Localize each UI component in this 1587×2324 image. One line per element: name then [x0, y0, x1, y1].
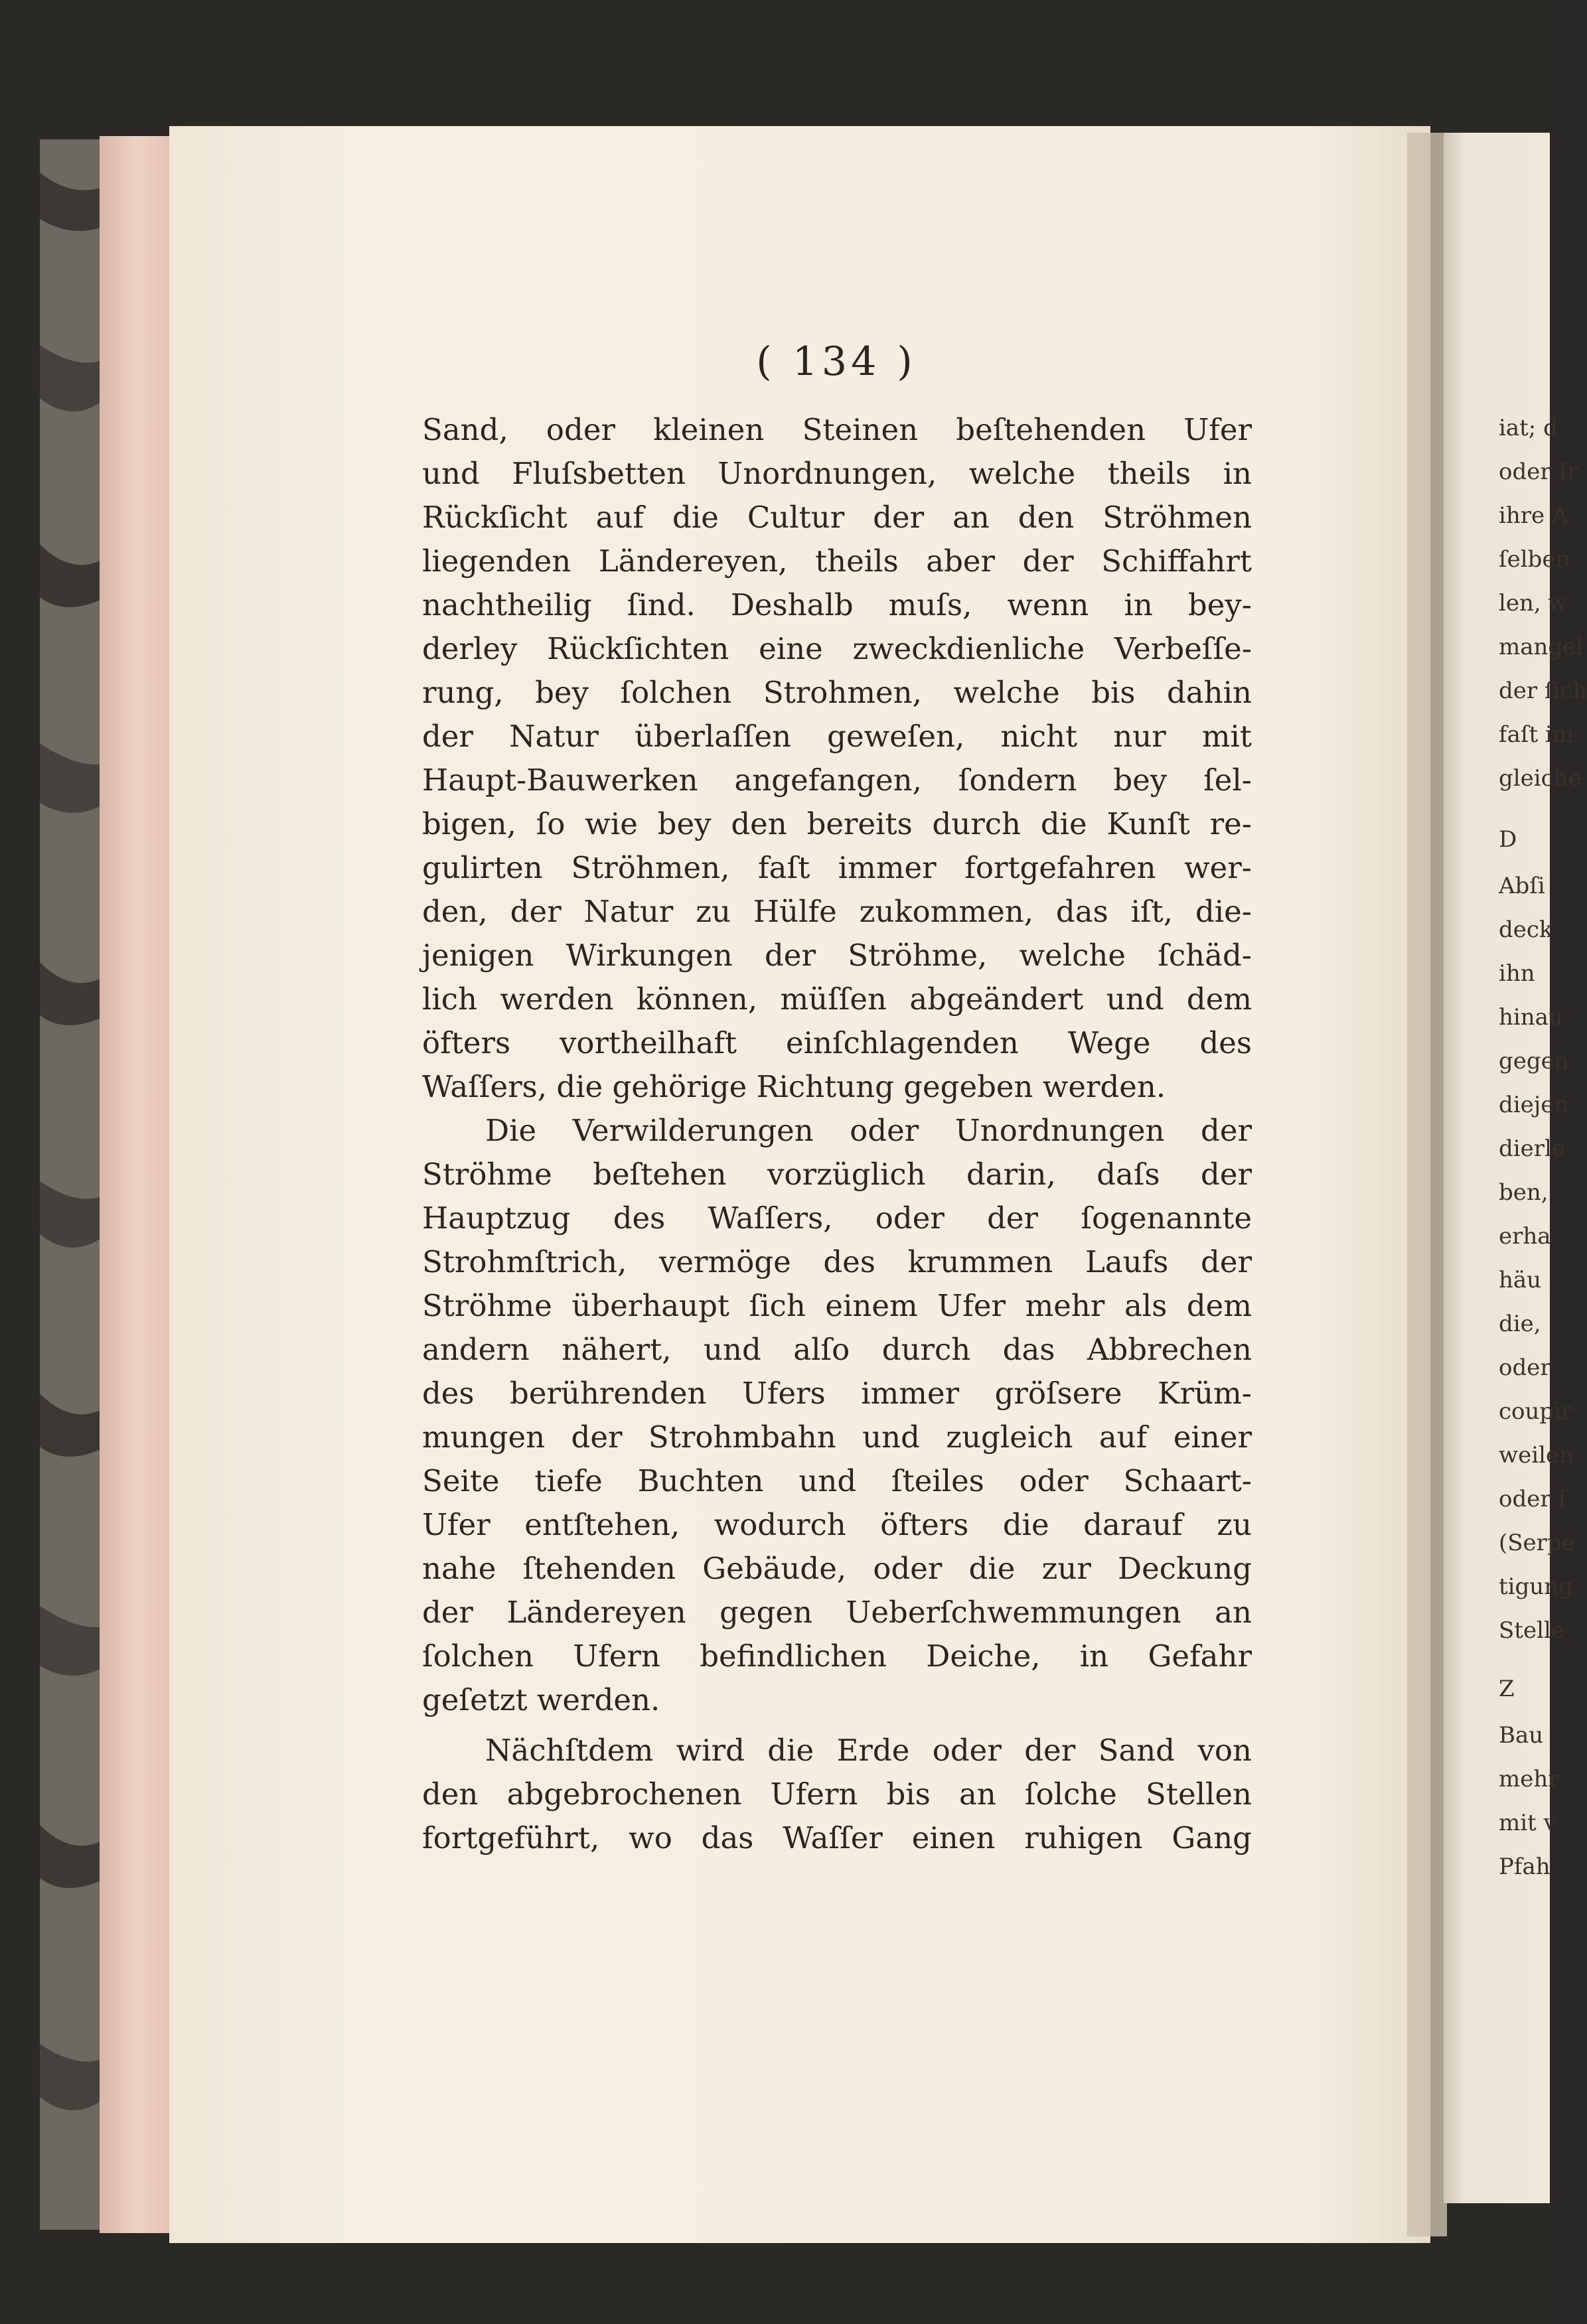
text-line: Strohmſtrich, vermöge des krummen Laufs der [422, 1244, 1252, 1279]
right-page-line: ben, [1499, 1179, 1549, 1206]
text-line: lich werden können, müſſen abgeändert und dem [422, 981, 1252, 1017]
text-line: den abgebrochenen Ufern bis an ſolche Stellen [422, 1777, 1252, 1812]
right-page-line: D [1499, 826, 1517, 853]
right-page-line: die, [1499, 1311, 1541, 1337]
text-line: ſolchen Ufern befindlichen Deiche, in Gefahr [422, 1638, 1252, 1674]
text-line: rung, bey ſolchen Strohmen, welche bis dahin [422, 675, 1252, 710]
text-line: Die Verwilderungen oder Unordnungen der [485, 1113, 1252, 1148]
text-line: nachtheilig ſind. Deshalb muſs, wenn in bey- [422, 587, 1252, 622]
text-line: Sand, oder kleinen Steinen beſtehenden Ufer [422, 412, 1252, 447]
right-page-line: tigung [1499, 1573, 1573, 1600]
right-page-line: faſt im [1499, 721, 1574, 748]
right-page-line: Pfah [1499, 1853, 1550, 1880]
page-body-text [422, 408, 1252, 1934]
text-line: geſetzt werden. [422, 1682, 660, 1717]
text-line: Nächſtdem wird die Erde oder der Sand von [485, 1733, 1252, 1768]
right-page-line: mit v [1499, 1810, 1556, 1836]
text-line: und Fluſsbetten Unordnungen, welche theils in [422, 456, 1252, 491]
right-page-line: Bau [1499, 1722, 1544, 1749]
right-page-line: mangel [1499, 634, 1584, 660]
text-line: der Natur überlaſſen geweſen, nicht nur mit [422, 719, 1252, 754]
text-line: Haupt-Bauwerken angefangen, ſondern bey ſel- [422, 763, 1252, 798]
right-page-line: len, w [1499, 590, 1568, 617]
text-line: liegenden Ländereyen, theils aber der Schiffahrt [422, 544, 1252, 579]
text-line: den, der Natur zu Hülfe zukommen, das iſt, die- [422, 894, 1252, 929]
text-line: jenigen Wirkungen der Ströhme, welche ſchäd- [422, 938, 1252, 973]
text-line: gulirten Ströhmen, faſt immer fortgefahren wer- [422, 850, 1252, 885]
text-line: fortgeführt, wo das Waſſer einen ruhigen Gang [422, 1820, 1252, 1855]
text-line: der Ländereyen gegen Ueberſchwemmungen an [422, 1595, 1252, 1630]
gutter-shadow [1407, 133, 1447, 2236]
page-edges [100, 136, 173, 2233]
right-page-line: ihn [1499, 960, 1535, 987]
right-page-line: dierle [1499, 1135, 1566, 1162]
right-page-line: oder Ir [1499, 459, 1578, 485]
right-page-line: coupir [1499, 1398, 1572, 1425]
text-line: Ströhme beſtehen vorzüglich darin, daſs der [422, 1157, 1252, 1192]
right-page-line: deck [1499, 916, 1553, 943]
right-page-line: Z [1499, 1676, 1515, 1702]
right-page-line: oder ſ [1499, 1486, 1566, 1512]
text-line: andern nähert, und alſo durch das Abbrechen [422, 1332, 1252, 1367]
right-page-line: häu [1499, 1267, 1542, 1293]
right-page-line: Abſi [1499, 873, 1545, 899]
text-line: Ufer entſtehen, wodurch öfters die darauf zu [422, 1507, 1252, 1542]
text-line: Hauptzug des Waſſers, oder der ſogenannte [422, 1200, 1252, 1236]
right-page-line: oder [1499, 1354, 1551, 1381]
right-page-line: gegen [1499, 1048, 1569, 1074]
right-page-line: diejen [1499, 1092, 1569, 1118]
right-page-line: ſelben [1499, 546, 1570, 573]
text-line: mungen der Strohmbahn und zugleich auf einer [422, 1419, 1252, 1455]
text-line: Seite tiefe Buchten und ſteiles oder Schaart- [422, 1463, 1252, 1498]
right-page-line: gleiche [1499, 765, 1582, 792]
text-line: derley Rückſichten eine zweckdienliche Verbeſſe- [422, 631, 1252, 666]
text-line: Rückſicht auf die Cultur der an den Ströhmen [422, 500, 1252, 535]
right-page-line: weilen [1499, 1442, 1574, 1469]
text-line: Waſſers, die gehörige Richtung gegeben werden. [422, 1069, 1166, 1104]
right-page-line: erha [1499, 1223, 1551, 1250]
text-line: bigen, ſo wie bey den bereits durch die Kunſt re- [422, 806, 1252, 841]
right-page-line: ihre A [1499, 502, 1568, 529]
right-page-line: hinau [1499, 1004, 1563, 1031]
right-page-line: iat; d [1499, 415, 1558, 441]
right-page-fragments [1487, 411, 1587, 1938]
right-page-line: Stelle [1499, 1617, 1564, 1644]
text-line: öfters vortheilhaft einſchlagenden Wege des [422, 1025, 1252, 1060]
right-page-line: (Serpe [1499, 1530, 1575, 1556]
text-line: des berührenden Ufers immer gröſsere Krüm- [422, 1376, 1252, 1411]
right-page-line: der ſich [1499, 678, 1587, 704]
marbled-cover [40, 139, 106, 2230]
right-page-line: mehr [1499, 1766, 1559, 1792]
text-line: Ströhme überhaupt ſich einem Ufer mehr als dem [422, 1288, 1252, 1323]
page-number: ( 134 ) [756, 338, 917, 385]
text-line: nahe ſtehenden Gebäude, oder die zur Deckung [422, 1551, 1252, 1586]
